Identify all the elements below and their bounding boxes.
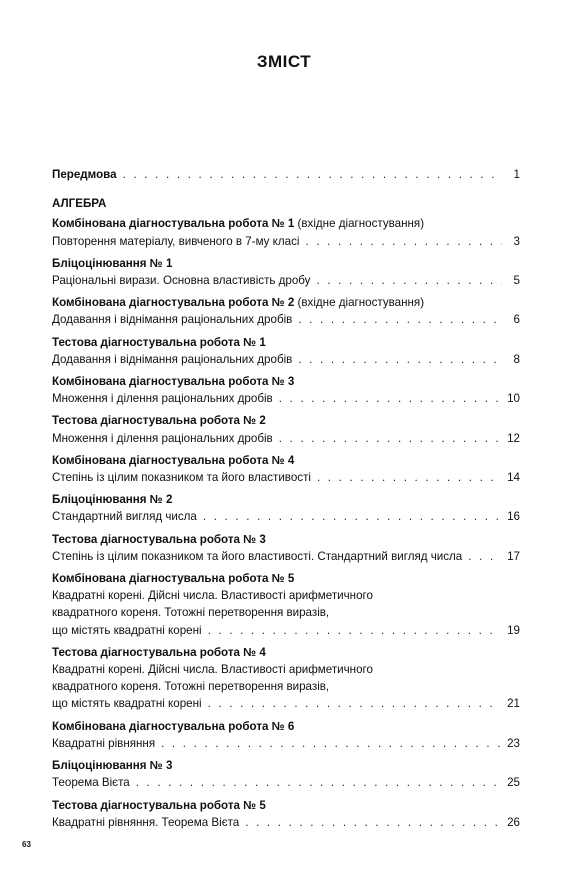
toc-entry-subtitle: Додавання і віднімання раціональних дробів bbox=[52, 352, 293, 366]
toc-entry-row bbox=[52, 233, 520, 250]
toc-entry-title: Бліцоцінювання № 3 bbox=[52, 759, 173, 773]
toc-page-number: 8 bbox=[513, 352, 520, 366]
toc-entry-subtitle: що містять квадратні корені bbox=[52, 623, 202, 637]
toc-page-number: 1 bbox=[513, 168, 520, 181]
toc-entry-heading bbox=[52, 757, 520, 774]
dot-leader bbox=[208, 622, 502, 639]
toc-page-number: 26 bbox=[507, 815, 520, 829]
toc-entry-title: Комбінована діагностувальна робота № 5 bbox=[52, 572, 295, 586]
toc-entry-heading bbox=[52, 215, 520, 232]
toc-entry[interactable] bbox=[52, 255, 520, 289]
dot-leader bbox=[208, 695, 502, 712]
toc-preface-label: Передмова bbox=[52, 168, 117, 181]
toc-entry-title: Комбінована діагностувальна робота № 2 bbox=[52, 296, 295, 310]
toc-entry-subtitle: Теорема Вієта bbox=[52, 776, 130, 790]
toc-entry-row bbox=[52, 814, 520, 831]
toc-entry-title: Тестова діагностувальна робота № 3 bbox=[52, 532, 266, 546]
toc-entry-row bbox=[52, 351, 520, 368]
toc-entry-heading bbox=[52, 570, 520, 587]
toc-entry-row bbox=[52, 622, 520, 639]
toc-page-number: 25 bbox=[507, 776, 520, 790]
toc-page-number: 16 bbox=[507, 510, 520, 524]
toc-page-number: 17 bbox=[507, 549, 520, 563]
dot-leader bbox=[245, 814, 501, 831]
toc-entry-row bbox=[52, 311, 520, 328]
toc-entry[interactable] bbox=[52, 452, 520, 486]
toc-entry-title: Комбінована діагностувальна робота № 4 bbox=[52, 453, 295, 467]
toc-entries bbox=[52, 215, 520, 831]
toc-entry[interactable] bbox=[52, 373, 520, 407]
dot-leader bbox=[279, 430, 501, 447]
toc-entry-subtitle: що містять квадратні корені bbox=[52, 697, 202, 711]
toc-page-number: 5 bbox=[513, 274, 520, 288]
toc-entry-row bbox=[52, 695, 520, 712]
toc-entry[interactable] bbox=[52, 412, 520, 446]
toc-entry-heading bbox=[52, 644, 520, 661]
toc-entry-title: Тестова діагностувальна робота № 1 bbox=[52, 335, 266, 349]
toc-entry-title: Тестова діагностувальна робота № 4 bbox=[52, 645, 266, 659]
dot-leader bbox=[468, 548, 501, 565]
toc-page-number: 10 bbox=[507, 392, 520, 406]
dot-leader bbox=[305, 233, 502, 250]
toc-entry[interactable] bbox=[52, 718, 520, 752]
toc-entry-heading bbox=[52, 452, 520, 469]
toc-entry-subtitle: Стандартний вигляд числа bbox=[52, 510, 197, 524]
toc-entry-title: Комбінована діагностувальна робота № 3 bbox=[52, 375, 295, 389]
dot-leader bbox=[203, 508, 501, 525]
toc-entry[interactable] bbox=[52, 334, 520, 368]
toc-page-number: 3 bbox=[513, 234, 520, 248]
dot-leader bbox=[316, 272, 502, 289]
toc-entry-subtitle: квадратного кореня. Тотожні перетворення виразів, bbox=[52, 680, 330, 694]
toc-entry-row bbox=[52, 469, 520, 486]
toc-page-number: 23 bbox=[507, 736, 520, 750]
toc-entry-subtitle: Степінь із цілим показником та його властивості bbox=[52, 471, 311, 485]
toc-entry-title: Тестова діагностувальна робота № 2 bbox=[52, 414, 266, 428]
toc-entry[interactable] bbox=[52, 531, 520, 565]
toc-entry-heading bbox=[52, 294, 520, 311]
toc-entry[interactable] bbox=[52, 215, 520, 249]
toc-entry-note: (вхідне діагностування) bbox=[294, 217, 425, 231]
toc-entry-title: Бліцоцінювання № 1 bbox=[52, 256, 173, 270]
toc-entry-title: Комбінована діагностувальна робота № 1 bbox=[52, 217, 295, 231]
toc-entry-row bbox=[52, 508, 520, 525]
dot-leader bbox=[161, 735, 501, 752]
toc-entry-note: (вхідне діагностування) bbox=[294, 296, 425, 310]
toc-entry-heading bbox=[52, 373, 520, 390]
dot-leader bbox=[298, 311, 502, 328]
dot-leader bbox=[136, 774, 501, 791]
toc-entry-subtitle: Раціональні вирази. Основна властивість дробу bbox=[52, 274, 311, 288]
toc-entry-subtitle: Додавання і віднімання раціональних дробів bbox=[52, 313, 293, 327]
toc-entry[interactable] bbox=[52, 491, 520, 525]
toc-entry-subtitle: Множення і ділення раціональних дробів bbox=[52, 431, 273, 445]
toc-entry-row bbox=[52, 272, 520, 289]
toc-entry-subtitle: Множення і ділення раціональних дробів bbox=[52, 392, 273, 406]
toc-entry-heading bbox=[52, 334, 520, 351]
toc-entry-row bbox=[52, 774, 520, 791]
toc-entry-heading bbox=[52, 491, 520, 508]
page-title: ЗМІСТ bbox=[256, 52, 312, 71]
dot-leader bbox=[279, 390, 501, 407]
toc-entry-subtitle: Степінь із цілим показником та його властивості. Стандартний вигляд числа bbox=[52, 549, 463, 563]
dot-leader bbox=[123, 166, 502, 183]
toc-entry[interactable] bbox=[52, 797, 520, 831]
toc-page-number: 6 bbox=[513, 313, 520, 327]
toc-entry-row bbox=[52, 548, 520, 565]
toc-entry-heading bbox=[52, 718, 520, 735]
toc-entry-subtitle: квадратного кореня. Тотожні перетворення виразів, bbox=[52, 606, 330, 620]
toc-entry-row bbox=[52, 390, 520, 407]
toc-entry[interactable] bbox=[52, 644, 520, 713]
toc-entry-title: Тестова діагностувальна робота № 5 bbox=[52, 798, 266, 812]
dot-leader bbox=[317, 469, 501, 486]
toc-entry-subtitle: Квадратні рівняння. Теорема Вієта bbox=[52, 815, 240, 829]
section-heading: АЛГЕБРА bbox=[52, 197, 107, 211]
toc-entry-subtitle: Квадратні корені. Дійсні числа. Властивості арифметичного bbox=[52, 589, 373, 603]
dot-leader bbox=[298, 351, 502, 368]
page-number: 63 bbox=[22, 840, 31, 849]
toc-entry[interactable] bbox=[52, 570, 520, 639]
toc-page-number: 21 bbox=[507, 697, 520, 711]
toc-entry-title: Бліцоцінювання № 2 bbox=[52, 493, 173, 507]
toc-entry-subtitle: Квадратні рівняння bbox=[52, 736, 156, 750]
toc-entry[interactable] bbox=[52, 757, 520, 791]
table-of-contents bbox=[52, 166, 520, 831]
toc-entry-heading bbox=[52, 797, 520, 814]
toc-entry-heading bbox=[52, 255, 520, 272]
toc-page-number: 12 bbox=[507, 431, 520, 445]
toc-entry-heading bbox=[52, 531, 520, 548]
toc-entry-subtitle: Повторення матеріалу, вивченого в 7-му класі bbox=[52, 234, 300, 248]
toc-entry[interactable] bbox=[52, 294, 520, 328]
toc-entry-subtitle: Квадратні корені. Дійсні числа. Властивості арифметичного bbox=[52, 663, 373, 677]
toc-page-number: 19 bbox=[507, 623, 520, 637]
toc-page-number: 14 bbox=[507, 471, 520, 485]
toc-entry-row bbox=[52, 430, 520, 447]
toc-preface-row[interactable] bbox=[52, 166, 520, 183]
toc-entry-title: Комбінована діагностувальна робота № 6 bbox=[52, 719, 295, 733]
toc-entry-heading bbox=[52, 412, 520, 429]
toc-entry-row bbox=[52, 735, 520, 752]
